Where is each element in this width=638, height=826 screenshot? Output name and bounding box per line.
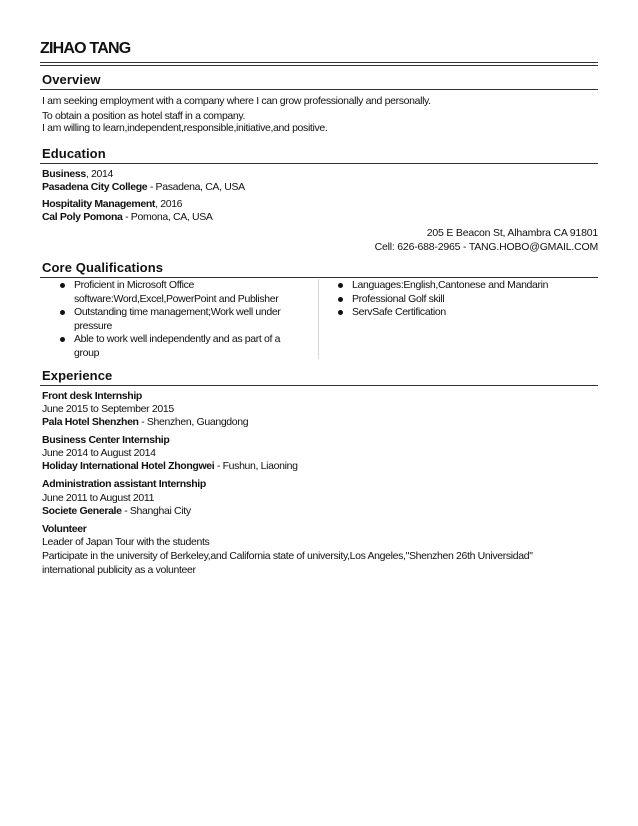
bullet-icon bbox=[60, 310, 65, 315]
company-name: Holiday International Hotel Zhongwei bbox=[42, 460, 215, 472]
education-degree bbox=[42, 168, 113, 180]
qualification-item bbox=[58, 306, 308, 333]
job-dates: June 2015 to September 2015 bbox=[42, 403, 174, 415]
qualification-item bbox=[58, 333, 308, 360]
qualifications-left-column bbox=[58, 279, 308, 360]
company-location: - Shenzhen, Guangdong bbox=[138, 416, 249, 428]
degree-name: Hospitality Management bbox=[42, 198, 156, 210]
education-school bbox=[42, 181, 245, 193]
qualification-item bbox=[336, 293, 598, 307]
company-name: Pala Hotel Shenzhen bbox=[42, 416, 139, 428]
bullet-icon bbox=[338, 310, 343, 315]
experience-heading: Experience bbox=[42, 368, 113, 383]
qualification-text: ServSafe Certification bbox=[352, 306, 446, 318]
company-location: - Shanghai City bbox=[121, 505, 191, 517]
job-title: Business Center Internship bbox=[42, 434, 170, 446]
company-name: Societe Generale bbox=[42, 505, 122, 517]
address-state: CA 91801 bbox=[553, 227, 598, 239]
header-divider bbox=[40, 62, 598, 66]
qualification-text: Professional Golf skill bbox=[352, 292, 445, 305]
experience-divider bbox=[40, 385, 598, 386]
volunteer-line: international publicity as a volunteer bbox=[42, 564, 196, 576]
volunteer-title: Volunteer bbox=[42, 523, 87, 535]
overview-line: I am seeking employment with a company where I can grow professionally and personally. bbox=[42, 95, 431, 107]
job-company bbox=[42, 505, 191, 517]
company-location: - Fushun, Liaoning bbox=[214, 460, 298, 472]
overview-divider bbox=[40, 89, 598, 90]
qualification-text: group bbox=[74, 346, 100, 359]
candidate-name: ZIHAO TANG bbox=[40, 40, 131, 57]
column-divider bbox=[318, 279, 319, 359]
qualification-text: Able to work well independently and as part of a bbox=[74, 333, 281, 345]
qualification-text: Proficient in Microsoft Office bbox=[74, 279, 195, 291]
job-title: Administration assistant Internship bbox=[42, 478, 206, 490]
qualifications-right-column bbox=[336, 279, 598, 320]
education-divider bbox=[40, 163, 598, 164]
degree-year: , 2016 bbox=[155, 198, 183, 210]
job-company bbox=[42, 416, 248, 428]
education-school bbox=[42, 211, 213, 223]
bullet-icon bbox=[338, 297, 343, 302]
school-location: - Pomona, CA, USA bbox=[122, 211, 213, 223]
address-street: 205 E Beacon St, Alhambra bbox=[426, 227, 551, 239]
education-heading: Education bbox=[42, 146, 106, 161]
qualification-text: pressure bbox=[74, 319, 113, 332]
job-title: Front desk Internship bbox=[42, 390, 142, 402]
bullet-icon bbox=[60, 337, 65, 342]
job-company bbox=[42, 460, 298, 472]
qualification-text: software:Word,Excel,PowerPoint and Publisher bbox=[74, 292, 279, 305]
qualification-text: Outstanding time management;Work well under bbox=[74, 306, 281, 318]
qualification-text: Languages:English,Cantonese and Mandarin bbox=[352, 279, 549, 291]
degree-name: Business bbox=[42, 168, 86, 180]
qualification-item bbox=[336, 279, 598, 293]
qualification-item bbox=[58, 279, 308, 306]
address-line bbox=[427, 227, 598, 239]
contact-line: Cell: 626-688-2965 - TANG.HOBO@GMAIL.COM bbox=[374, 241, 598, 253]
degree-year: , 2014 bbox=[85, 168, 113, 180]
bullet-icon bbox=[60, 283, 65, 288]
job-dates: June 2011 to August 2011 bbox=[42, 492, 155, 504]
overview-line: I am willing to learn,independent,responsible,initiative,and positive. bbox=[42, 122, 328, 134]
bullet-icon bbox=[338, 283, 343, 288]
overview-heading: Overview bbox=[42, 72, 101, 87]
volunteer-line: Participate in the university of Berkeley,and California state of university,Los Angeles,"Shenzhen 26th Universidad" bbox=[42, 550, 533, 562]
school-name: Pasadena City College bbox=[42, 181, 148, 193]
school-location: - Pasadena, CA, USA bbox=[147, 181, 245, 193]
qualifications-divider bbox=[40, 277, 598, 278]
school-name: Cal Poly Pomona bbox=[42, 211, 123, 223]
overview-line: To obtain a position as hotel staff in a company. bbox=[42, 110, 246, 122]
qualification-item bbox=[336, 306, 598, 320]
education-degree bbox=[42, 198, 182, 210]
volunteer-line: Leader of Japan Tour with the students bbox=[42, 536, 210, 548]
qualifications-heading: Core Qualifications bbox=[42, 260, 164, 275]
job-dates: June 2014 to August 2014 bbox=[42, 447, 156, 459]
